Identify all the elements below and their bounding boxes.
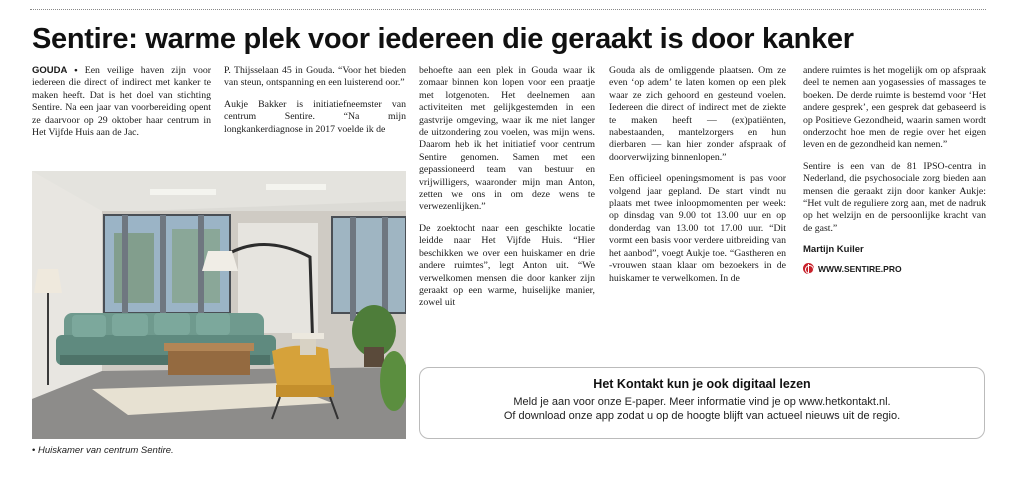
article-column-3 [419,65,595,319]
article-paragraph: Sentire is een van de 81 IPSO-centra in Nederland, die psychosociale zorg bieden aan mensen die geraakt zijn door kanker Aukje: “Het vult de reguliere zorg aan, met de nadruk op het welzijn en de persoonlijke kracht van de gast.” [803,160,986,234]
article-photo [32,171,406,439]
website-url[interactable]: WWW.SENTIRE.PRO [818,263,902,274]
article-paragraph: Aukje Bakker is initiatiefneemster van centrum Sentire. “Na mijn longkankerdiagnose in 2017 voelde ik de [224,98,406,135]
globe-icon [803,263,814,274]
article-column-5 [803,65,986,275]
digital-edition-promo [419,367,985,439]
article-paragraph: GOUDA • Een veilige haven zijn voor iedereen die direct of indirect met kanker te maken heeft. Dat is het doel van stichting Sentire. Na een jaar van voorbereiding opent ze daarvoor op 29 oktober haar centrum in Het Vijfde Huis aan de Jac. [32,65,211,139]
article-headline: Sentire: warme plek voor iedereen die geraakt is door kanker [32,23,854,55]
page-top-rule [30,9,986,10]
article-paragraph: behoefte aan een plek in Gouda waar ik zomaar binnen kon lopen voor een praatje met lotgenoten. Het deelnemen aan activiteiten met gelijkgestemden in een gastvrije omgeving, waar ik me niet langer de uitzondering zou voelen, was mijn wens. Daarom heb ik het initiatief voor centrum Sentire genomen. Samen met een gepassioneerd team van bestuur en vrijwilligers, waaronder mijn man Anton, zetten we ons in om deze wens te verwezenlijken.” [419,65,595,213]
article-column-1 [32,65,211,148]
promo-text-app: Of download onze app zodat u op de hoogte blijft van actueel nieuws uit de regio. [503,410,901,422]
article-column-2 [224,65,406,145]
article-paragraph: P. Thijsselaan 45 in Gouda. “Voor het bieden van steun, ontspanning en een luisterend oor.” [224,65,406,89]
article-paragraph: De zoektocht naar een geschikte locatie leidde naar Het Vijfde Huis. “Hier beschikken we over een huiskamer en drie andere ruimtes”, legt Anton uit. “We verwelkomen mensen die door kanker zijn geraakt op een warme, huiselijke manier, zowel uit [419,222,595,309]
author-byline: Martijn Kuiler [803,244,864,256]
article-paragraph: Gouda als de omliggende plaatsen. Om ze even ‘op adem’ te laten komen op een plek waar ze zich gehoord en gesteund voelen. Iedereen die direct of indirect met de ziekte te maken heeft — (ex)patiënten, nabestaanden, mantelzorgers en hun dierbaren — kan hier zonder afspraak of doorverwijzing binnenlopen.” [609,65,786,163]
living-room-illustration [32,171,406,439]
article-paragraph: Een officieel openingsmoment is pas voor volgend jaar gepland. De start vindt nu plaats met twee inloopmomenten per week: op dinsdag van 9.00 tot 13.00 uur en op donderdag van 13.00 tot 17.00 uur. “Dit vormt een basis voor verdere uitbreiding van het aanbod”, voegt Aukje toe. “Gastheren en -vrouwen staan klaar om bezoekers in de huiskamer te verwelkomen. In de [609,173,786,284]
article-column-4 [609,65,786,294]
article-paragraph: andere ruimtes is het mogelijk om op afspraak deel te nemen aan yogasessies of massages te boeken. De derde ruimte is bestemd voor ‘Het andere gesprek’, een gesprek dat gebaseerd is op Positieve Gezondheid, waarin samen wordt onderzocht hoe men de regie over het eigen leven en de gezondheid kan nemen.” [803,65,986,151]
photo-caption: • Huiskamer van centrum Sentire. [32,445,174,456]
dateline: GOUDA • [32,65,78,76]
promo-text-epaper: Meld je aan voor onze E-paper. Meer informatie vind je op www.hetkontakt.nl. [513,396,891,408]
promo-title: Het Kontakt kun je ook digitaal lezen [593,377,811,391]
website-link[interactable] [803,263,986,275]
